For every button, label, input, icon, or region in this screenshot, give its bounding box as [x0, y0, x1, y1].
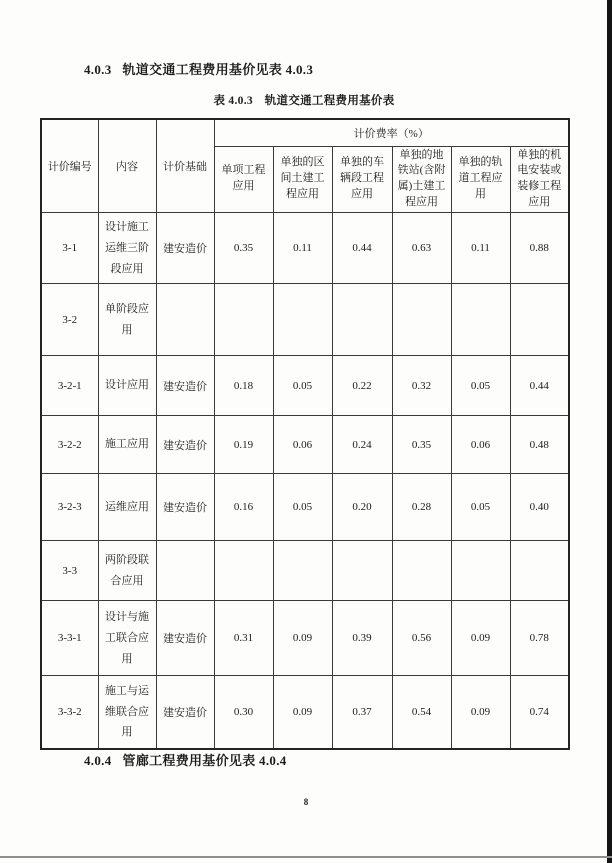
cell-basis: [156, 284, 214, 356]
cell-rate: 0.48: [510, 416, 569, 474]
cell-rate: 0.31: [214, 601, 273, 676]
cell-rate: 0.06: [273, 416, 332, 474]
table-row: [41, 213, 569, 284]
cell-rate: 0.37: [332, 676, 392, 749]
cell-rate: 0.09: [273, 676, 332, 749]
header-id: 计价编号: [41, 119, 98, 213]
cell-rate: 0.54: [392, 676, 451, 749]
cell-rate: 0.19: [214, 416, 273, 474]
scan-edge-artifact: [607, 0, 612, 863]
cell-rate: [510, 284, 569, 356]
section-text: 轨道交通工程费用基价见表 4.0.3: [122, 62, 314, 77]
cell-content: 施工与运维联合应用: [98, 676, 156, 749]
cell-rate: 0.35: [392, 416, 451, 474]
cell-rate: [332, 541, 392, 601]
cell-rate: 0.30: [214, 676, 273, 749]
cell-rate: 0.05: [451, 474, 510, 541]
cell-id: 3-2-1: [41, 356, 98, 416]
cell-rate: 0.20: [332, 474, 392, 541]
cell-rate: 0.05: [273, 356, 332, 416]
cell-rate: [392, 284, 451, 356]
cell-rate: 0.16: [214, 474, 273, 541]
cell-rate: [510, 541, 569, 601]
cell-rate: [214, 541, 273, 601]
cell-rate: 0.32: [392, 356, 451, 416]
cell-basis: [156, 541, 214, 601]
cell-rate: 0.78: [510, 601, 569, 676]
header-rate-group: 计价费率（%）: [214, 119, 569, 146]
table-row: [41, 474, 569, 541]
cell-basis: 建安造价: [156, 676, 214, 749]
cell-content: 运维应用: [98, 474, 156, 541]
table-row: [41, 356, 569, 416]
cell-rate: 0.09: [451, 676, 510, 749]
cell-rate: [392, 541, 451, 601]
cell-rate: 0.40: [510, 474, 569, 541]
cell-basis: 建安造价: [156, 356, 214, 416]
cell-id: 3-3-2: [41, 676, 98, 749]
cell-id: 3-2: [41, 284, 98, 356]
cell-rate: 0.06: [451, 416, 510, 474]
header-content: 内容: [98, 119, 156, 213]
cell-id: 3-2-2: [41, 416, 98, 474]
cell-content: 单阶段应用: [98, 284, 156, 356]
cell-rate: 0.09: [451, 601, 510, 676]
cell-rate: [214, 284, 273, 356]
table-header-row-1: [41, 119, 569, 146]
cell-rate: 0.11: [451, 213, 510, 284]
cell-rate: 0.09: [273, 601, 332, 676]
cell-content: 两阶段联合应用: [98, 541, 156, 601]
header-rate-2: 单独的车辆段工程应用: [332, 146, 392, 213]
table-row: [41, 541, 569, 601]
cell-rate: [273, 284, 332, 356]
cell-rate: [451, 284, 510, 356]
section-heading-403: [84, 59, 313, 78]
header-rate-3: 单独的地铁站(含附属)土建工程应用: [392, 146, 451, 213]
cell-basis: 建安造价: [156, 416, 214, 474]
cell-content: 设计应用: [98, 356, 156, 416]
cell-rate: [332, 284, 392, 356]
cell-rate: 0.44: [510, 356, 569, 416]
page-number: 8: [303, 797, 309, 807]
cell-rate: 0.44: [332, 213, 392, 284]
cell-id: 3-3: [41, 541, 98, 601]
cell-rate: 0.56: [392, 601, 451, 676]
cell-id: 3-2-3: [41, 474, 98, 541]
cell-rate: 0.18: [214, 356, 273, 416]
header-rate-4: 单独的轨道工程应用: [451, 146, 510, 213]
cell-rate: [273, 541, 332, 601]
section-number: 4.0.4: [84, 753, 112, 768]
cell-id: 3-3-1: [41, 601, 98, 676]
scan-edge-artifact: [0, 856, 612, 858]
table-title: 表 4.0.3 轨道交通工程费用基价表: [213, 95, 395, 107]
table-row: [41, 416, 569, 474]
cell-rate: 0.74: [510, 676, 569, 749]
header-rate-0: 单项工程应用: [214, 146, 273, 213]
section-number: 4.0.3: [84, 62, 112, 77]
cost-base-price-table: [40, 118, 570, 750]
section-text: 管廊工程费用基价见表 4.0.4: [122, 753, 287, 768]
header-rate-1: 单独的区间土建工程应用: [273, 146, 332, 213]
cell-basis: 建安造价: [156, 601, 214, 676]
cell-rate: 0.35: [214, 213, 273, 284]
cell-rate: 0.39: [332, 601, 392, 676]
cell-basis: 建安造价: [156, 213, 214, 284]
cell-rate: 0.88: [510, 213, 569, 284]
cell-rate: 0.05: [273, 474, 332, 541]
cell-id: 3-1: [41, 213, 98, 284]
cell-rate: [451, 541, 510, 601]
cell-rate: 0.11: [273, 213, 332, 284]
cell-rate: 0.63: [392, 213, 451, 284]
cell-rate: 0.24: [332, 416, 392, 474]
cell-basis: 建安造价: [156, 474, 214, 541]
cell-content: 设计与施工联合应用: [98, 601, 156, 676]
cell-rate: 0.22: [332, 356, 392, 416]
cell-rate: 0.05: [451, 356, 510, 416]
header-basis: 计价基础: [156, 119, 214, 213]
table-row: [41, 284, 569, 356]
table-row: [41, 601, 569, 676]
cell-rate: 0.28: [392, 474, 451, 541]
header-rate-5: 单独的机电安装或装修工程应用: [510, 146, 569, 213]
cell-content: 设计施工运维三阶段应用: [98, 213, 156, 284]
cell-content: 施工应用: [98, 416, 156, 474]
table-row: [41, 676, 569, 749]
section-heading-404: [84, 750, 287, 769]
